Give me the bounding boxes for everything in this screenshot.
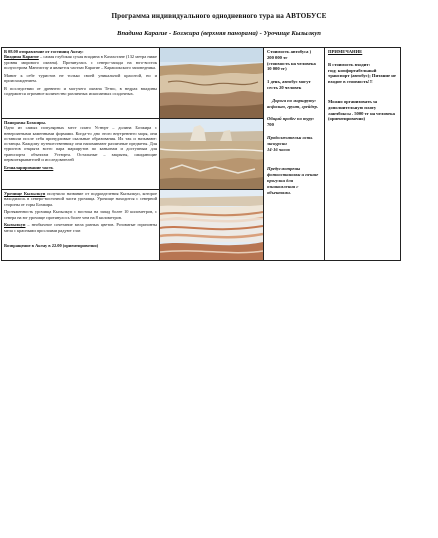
road-label: Дорога по маршруту:	[272, 97, 316, 103]
description-karagie-extra2: В последствии от древнего и могучего океана Тетис, в недрах впадины содержится огромное количество различных ископаемых осадочных.	[4, 85, 157, 97]
place-name: Панорамы Бозжиры.	[4, 120, 46, 125]
cost-group: 1 день, автобус могут сесть 20 человек	[267, 79, 311, 90]
road-value: асфальт, грунт, грейдер.	[267, 103, 319, 109]
description-bozzhira: Одно из самых популярных мест плато Устюрт – долина Бозжира с невероятными каменными формами. Когда-то дно этого внутреннего моря, они оставили после себя причудливые скальные образования. Их так и называют: останцы. Каждому путешественнику они напоминают различные предметы. Для туристов открыта всего пара маршрутов по каньонам и доступным для транспорта объектам Устюрта. Остальные – закрыты, ожидающие первооткрывателей и исследователей	[4, 125, 157, 163]
description-bozzhira-footer: Безналарирование часть	[4, 164, 54, 170]
cost-footer: Предусмотрены фотоостановки и пешие прогулки для ознакомления с объектами.	[267, 166, 319, 195]
description-kyzylkup-extra2	[4, 222, 157, 233]
note-column	[325, 48, 401, 261]
page-title: Программа индивидуального однодневного тура на АВТОБУСЕ	[111, 12, 327, 20]
description-karagie-extra1: Манит к себе туристов не только своей уникальной красотой, но и происхождением.	[4, 72, 157, 83]
departure-heading: В 08.00 отправление от гостиниц Актау:	[4, 49, 84, 54]
note-included-label: В стоимость входит:	[328, 61, 371, 67]
duration-value: 14-16 часов	[267, 146, 290, 152]
place-name: Урочище Кызылкуп	[4, 191, 46, 196]
karagie-photo	[160, 48, 263, 118]
note-extra: Можно организовать за дополнительную плату ланчбоксы . 5000 тг на человека (ориентировочно)	[328, 98, 395, 122]
cost-per-person: (стоимость на человека 10 000 тг)	[267, 60, 316, 72]
place-name: Кызылкуп	[4, 222, 26, 228]
description-cell-kyzylkup	[2, 190, 160, 261]
page-subtitle: Впадина Карагие - Бозжира (верхняя панорама) - Урочище Кызылкуп	[117, 30, 321, 37]
photo-cell-kyzylkup	[160, 190, 264, 261]
duration-label: Продолжительн ость экскурсии	[267, 134, 313, 146]
description-kyzylkup-extra1: Протяженность урочища Кызылкуп с востока на запад более 10 километров, с севера на юг урочище протянулось более чем на 8 километров.	[4, 209, 157, 220]
place-name: Впадина Карагие	[4, 54, 39, 60]
bozzhira-photo	[160, 119, 263, 189]
cost-price: 200 000 тг	[267, 54, 288, 60]
place-text: получило название от подразделения Кызылкуп, которое находилось в северо-восточной части урочища. Урочище находится с северной стороны от горы Бозжира.	[4, 191, 157, 207]
description-karagie	[4, 54, 157, 70]
distance-label: Общий пробег по туру:	[267, 116, 315, 122]
cost-head: Стоимость автобуса )	[267, 49, 312, 54]
tour-table	[1, 47, 401, 261]
photo-cell-karagie	[160, 48, 264, 119]
kyzylkup-photo	[160, 190, 263, 260]
note-included-value: гид; комфортабельный транспорт (автобус); Питание не входит в стоимость!!!	[328, 67, 396, 85]
place-text: – необычное сочетание мела разных цветов. Розоватые горизонты мела с красными прослоями радуют глаз	[4, 222, 157, 233]
description-cell-karagie	[2, 48, 160, 119]
photo-cell-bozzhira	[160, 119, 264, 190]
distance-value: 700	[267, 122, 274, 128]
return-time: Возвращение в Актау в 22.00 (ориентировочно)	[4, 242, 99, 248]
note-head: ПРИМЕЧАНИЕ	[328, 49, 363, 54]
table-row	[2, 48, 401, 119]
place-text: – самая глубокая сухая впадина в Казахстане (132 метра ниже уровня мирового океана). Протянулась с северо-запада на юго-восток полуострова Мангистау и является частью Карагие – Карашокского заповедника.	[4, 54, 157, 70]
description-kyzylkup	[4, 191, 157, 207]
cost-column	[264, 48, 325, 261]
description-cell-bozzhira	[2, 119, 160, 190]
